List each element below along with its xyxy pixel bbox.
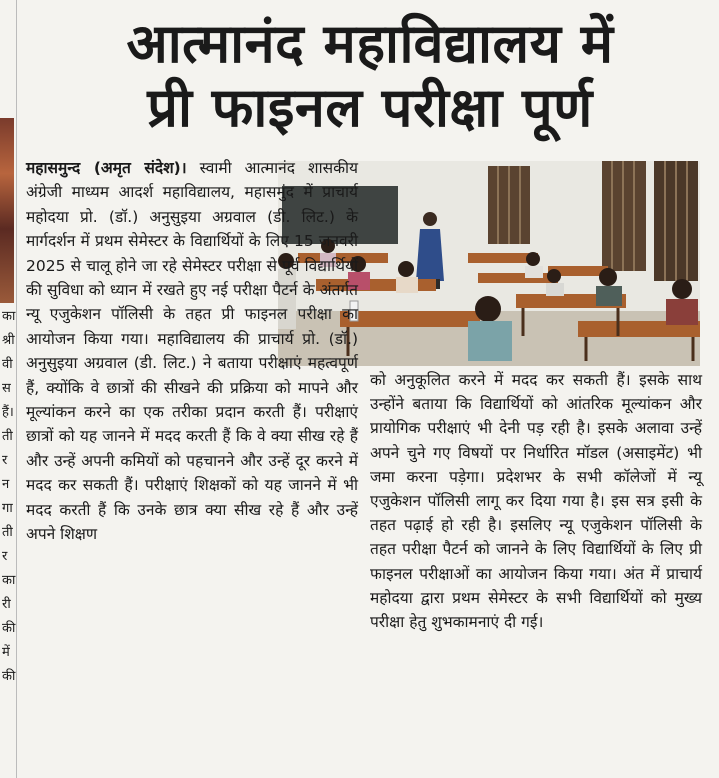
article-column-right — [370, 368, 702, 634]
adjacent-fragment: की — [2, 669, 16, 684]
adjacent-fragment: गा — [2, 501, 13, 516]
article-body-right: को अनुकूलित करने में मदद कर सकती हैं। इसके साथ उन्होंने बताया कि विद्यार्थियों को आंतरिक मूल्यांकन और प्रायोगिक परीक्षाएं भी देनी पड़ रही है। इसके अलावा उन्हें अपने चुने गए विषयों पर निर्धारित मॉडल (असाइमेंट) भी जमा करना पड़ेगा। प्रदेशभर के सभी कॉलेजों में न्यू एजुकेशन पॉलिसी लागू कर दिया गया है। इस सत्र इसी के तहत पढ़ाई हो रही है। इसलिए न्यू एजुकेशन पॉलिसी के तहत परीक्षा पैटर्न को जानने के लिए विद्यार्थियों के लिए प्री फाइनल परीक्षाओं का आयोजन किया गया। अंत में प्राचार्य महोदया द्वारा प्रथम सेमेस्टर के सभी विद्यार्थियों को मुख्य परीक्षा हेतु शुभकामनाएं दी गई। — [370, 371, 702, 632]
headline — [30, 12, 710, 140]
adjacent-fragment: का — [2, 573, 16, 588]
adjacent-fragment: वी — [2, 357, 13, 372]
dateline: महासमुन्द (अमृत संदेश)। — [26, 159, 187, 177]
adjacent-column-strip — [0, 0, 17, 778]
adjacent-fragment: र — [2, 549, 8, 564]
adjacent-fragment: हैं। — [2, 405, 14, 420]
headline-line-2: प्री फाइनल परीक्षा पूर्ण — [147, 76, 593, 139]
adjacent-fragment: ती — [2, 525, 13, 540]
adjacent-fragment: का — [2, 309, 16, 324]
adjacent-photo-fragment — [0, 118, 14, 303]
article-column-left — [26, 156, 358, 547]
adjacent-fragment: री — [2, 597, 11, 612]
article-body-left: स्वामी आत्मानंद शासकीय अंग्रेजी माध्यम आदर्श महाविद्यालय, महासमुंद में प्राचार्य महोदया प्रो. (डॉ.) अनुसुइया अग्रवाल (डी. लिट.) के मार्गदर्शन में प्रथम सेमेस्टर के विद्यार्थियों के लिए 15 जनवरी 2025 से चालू होने जा रहे सेमेस्टर परीक्षा से पूर्व विद्यार्थियों की सुविधा को ध्यान में रखते हुए नई परीक्षा पैटर्न के अंतर्गत न्यू एजुकेशन पॉलिसी के तहत प्री फाइनल परीक्षा का आयोजन किया गया। महाविद्यालय की प्राचार्य प्रो. (डॉ.) अनुसुइया अग्रवाल (डी. लिट.) ने बताया परीक्षाएं महत्वपूर्ण हैं, क्योंकि वे छात्रों की सीखने की प्रक्रिया को मापने और मूल्यांकन करने का एक तरीका प्रदान करती हैं। परीक्षाएं छात्रों को यह जानने में मदद करती हैं कि वे क्या सीख रहे हैं और उन्हें अपनी कमियों को पहचानने और उन्हें दूर करने में मदद कर सकती हैं। परीक्षाएं शिक्षकों को यह जानने में भी मदद करती हैं कि उनके छात्र क्या सीख रहे हैं और उन्हें अपने शिक्षण — [26, 159, 359, 544]
adjacent-fragment: में — [2, 645, 10, 660]
adjacent-fragment: श्री — [2, 333, 15, 348]
adjacent-fragment: की — [2, 621, 16, 636]
adjacent-fragment: ती — [2, 429, 13, 444]
adjacent-fragment: र — [2, 453, 8, 468]
headline-line-1: आत्मानंद महाविद्यालय में — [126, 12, 614, 75]
adjacent-column-text — [2, 305, 16, 689]
adjacent-fragment: स — [2, 381, 11, 396]
adjacent-fragment: न — [2, 477, 10, 492]
